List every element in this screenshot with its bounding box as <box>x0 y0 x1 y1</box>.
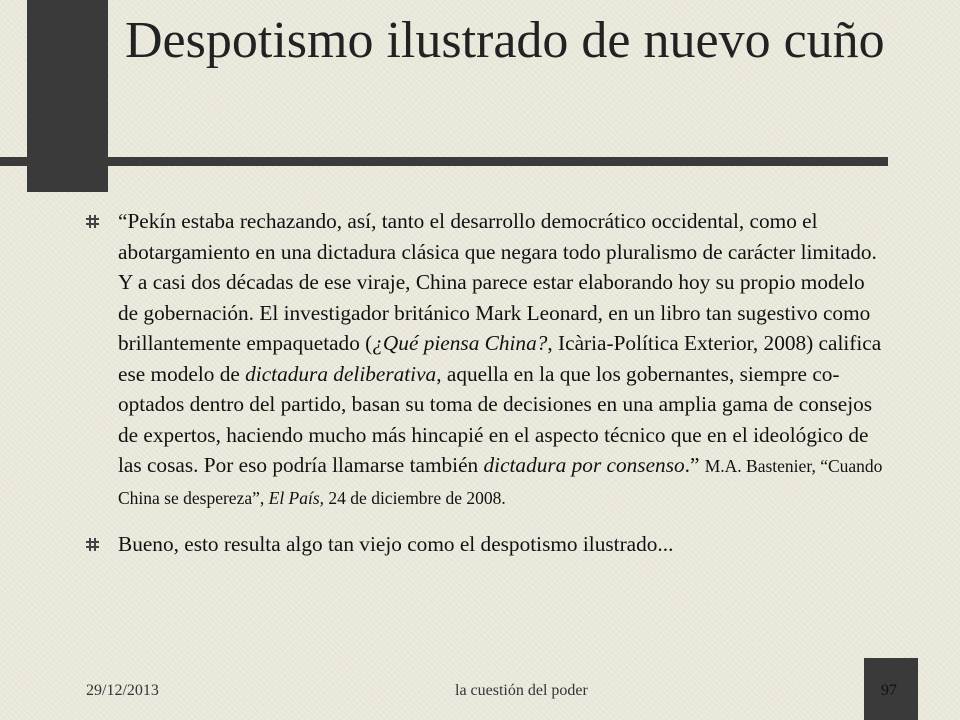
title-underline-rule <box>0 157 888 166</box>
quote-text-1: “Pekín estaba rechazando, así, tanto el desarrollo democrático occidental, como el abotargamiento en una dictadura clásica que negara todo pluralismo de carácter limitado. Y a casi dos décadas de ese viraje, China parece estar elaborando hoy su propio modelo de gobernación. El investigador británico Mark Leonard, en un libro tan sugestivo como brillantemente empaquetado ( <box>118 209 877 355</box>
bullet-conclusion <box>86 529 886 560</box>
hash-bullet-icon <box>86 538 99 551</box>
hash-bullet-icon <box>86 215 99 228</box>
slide-body <box>86 206 886 560</box>
citation-newspaper: El País, <box>268 487 325 508</box>
slide-title: Despotismo ilustrado de nuevo cuño <box>125 12 885 69</box>
citation-date: 24 de diciembre de 2008. <box>324 487 506 508</box>
footer-title: la cuestión del poder <box>455 682 588 699</box>
book-title: ¿Qué piensa China? <box>372 331 548 355</box>
term-consenso: dictadura por consenso <box>483 453 685 477</box>
term-deliberativa: dictadura deliberativa <box>245 361 437 386</box>
conclusion-text: Bueno, esto resulta algo tan viejo como el despotismo ilustrado... <box>118 532 674 556</box>
page-number: 97 <box>881 682 897 699</box>
bullet-quote <box>86 206 886 513</box>
footer-date: 29/12/2013 <box>86 682 159 699</box>
quote-text-3: , aquella en la que los gobernantes, siempre co-optados dentro del partido, basan su toma de decisiones en una amplia gama de consejos de expertos, haciendo mucho más hincapié en el aspecto técnico que en el ideológico de las cosas. Por eso podría llamarse también <box>118 361 873 477</box>
quote-text-2: , Icària-Política Exterior, 2008) califica ese modelo de <box>118 331 882 386</box>
citation-author: M.A. Bastenier, “Cuando China se despereza”, <box>118 456 883 508</box>
quote-close: .” <box>684 453 705 477</box>
